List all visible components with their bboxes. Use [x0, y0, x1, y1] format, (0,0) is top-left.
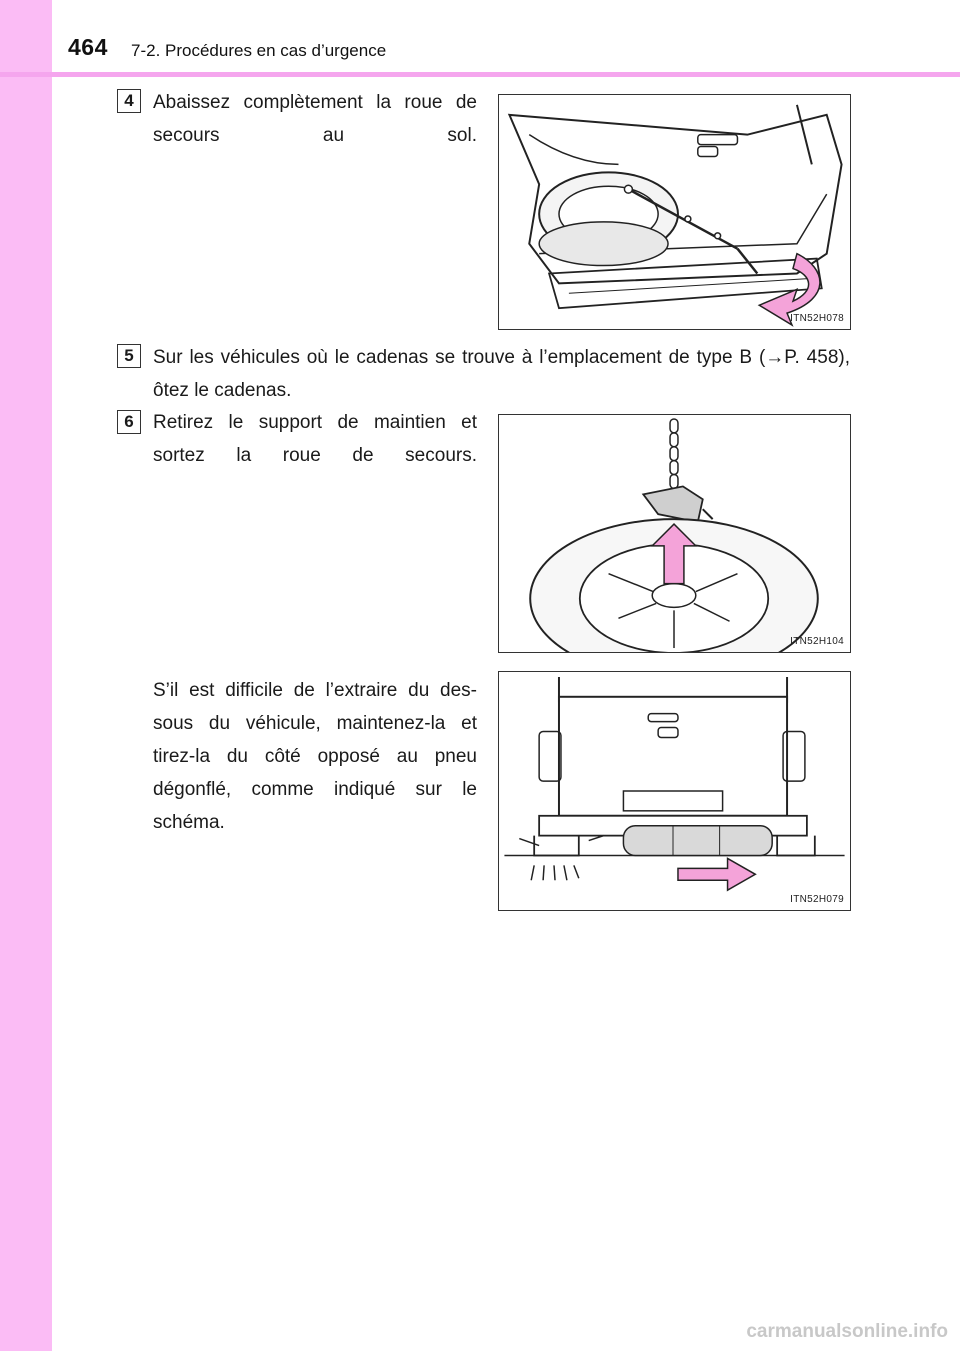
figure-code: ITN52H079: [790, 894, 844, 905]
figure-code: ITN52H078: [790, 313, 844, 324]
step-6-text: Retirez le support de maintien et sortez la roue de secours.: [153, 412, 477, 466]
note-text: S’il est difficile de l’extraire du des-sous du véhicule, maintenez-la et tirez-la du côté opposé au pneu dégonflé, comme indiqué sur le schéma.: [153, 680, 477, 833]
header-band: [0, 0, 960, 72]
step-number-4: 4: [117, 89, 141, 113]
figure-code: ITN52H104: [790, 636, 844, 647]
figure-pull-spare-tire: [498, 671, 851, 911]
footer-watermark: carmanualsonline.info: [746, 1321, 948, 1342]
illustration-truck-rear-pull: [499, 672, 850, 910]
step-4-text: Abaissez complètement la roue de secours au sol.: [153, 92, 477, 146]
illustration-spare-tire-lowering: [499, 95, 850, 329]
step-5-text: Sur les véhicules où le cadenas se trouve à l’emplacement de type B (→P. 458), ôtez le cadenas.: [153, 347, 850, 401]
illustration-spare-tire-retainer: [499, 415, 850, 652]
figure-lower-spare-tire: [498, 94, 851, 330]
header-rule: [0, 72, 960, 77]
side-color-band: [0, 0, 52, 1351]
page-number: 464: [68, 34, 108, 60]
section-title: 7-2. Procédures en cas d’urgence: [131, 41, 387, 60]
figure-remove-retainer: [498, 414, 851, 653]
step-number-6: 6: [117, 410, 141, 434]
step-number-5: 5: [117, 344, 141, 368]
